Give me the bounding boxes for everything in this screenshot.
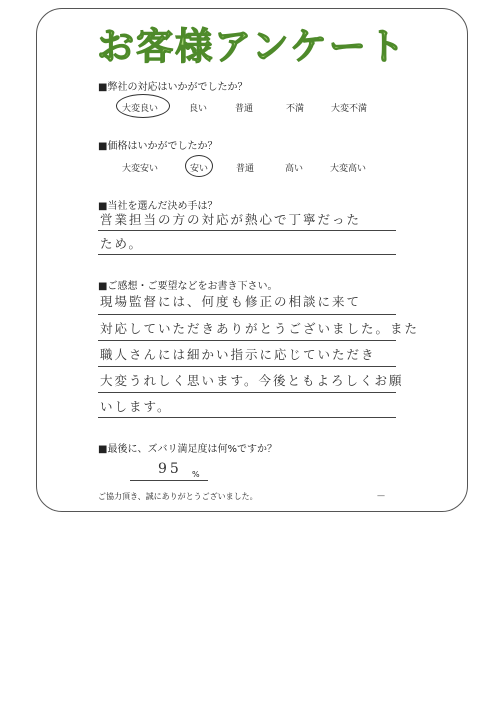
handwritten-line: 大変うれしく思います。今後ともよろしくお願 [100, 373, 404, 388]
option-price-expensive: 高い [285, 164, 304, 174]
comments-answer [98, 290, 420, 420]
satisfaction-value: 95 [158, 461, 182, 477]
handwritten-line: 現場監督には、何度も修正の相談に来て [100, 294, 362, 309]
handwritten-line: ため。 [100, 236, 144, 251]
page-title: お客様アンケート [97, 25, 407, 68]
question-service: ■弊社の対応はいかがでしたか？ [98, 82, 248, 93]
option-price-normal: 普通 [236, 164, 255, 174]
option-price-very-expensive: 大変高い [330, 164, 367, 174]
question-reason: ■当社を選んだ決め手は？ [98, 201, 218, 212]
option-service-good: 良い [189, 104, 208, 114]
ruled-line [98, 230, 396, 231]
thank-you-text: ご協力頂き、誠にありがとうございました。 [98, 492, 258, 501]
satisfaction-line [130, 480, 208, 481]
handwritten-line: 職人さんには細かい指示に応じていただき [100, 347, 376, 362]
handwritten-line: いします。 [100, 399, 172, 414]
percent-unit: % [192, 470, 200, 479]
option-price-cheap: 安い [190, 164, 209, 174]
handwritten-line: 営業担当の方の対応が熱心で丁寧だった [100, 212, 362, 227]
handwritten-line: 対応していただきありがとうございました。また [100, 321, 420, 336]
question-price: ■価格はいかがでしたか？ [98, 141, 218, 152]
option-service-very-good: 大変良い [122, 104, 159, 114]
ruled-line [98, 366, 396, 367]
option-service-normal: 普通 [235, 104, 254, 114]
footer-mark: — [377, 491, 385, 500]
question-satisfaction: ■最後に、ズバリ満足度は何%ですか？ [98, 444, 277, 455]
option-service-very-dissatisfied: 大変不満 [331, 104, 368, 114]
ruled-line [98, 417, 396, 418]
ruled-line [98, 314, 396, 315]
question-comments: ■ご感想・ご要望などをお書き下さい。 [98, 281, 278, 292]
option-price-very-cheap: 大変安い [122, 164, 159, 174]
selection-circle [185, 155, 213, 177]
selection-circle [116, 94, 170, 118]
reason-answer [98, 208, 396, 258]
option-service-dissatisfied: 不満 [286, 104, 305, 114]
ruled-line [98, 392, 396, 393]
ruled-line [98, 254, 396, 255]
ruled-line [98, 340, 396, 341]
